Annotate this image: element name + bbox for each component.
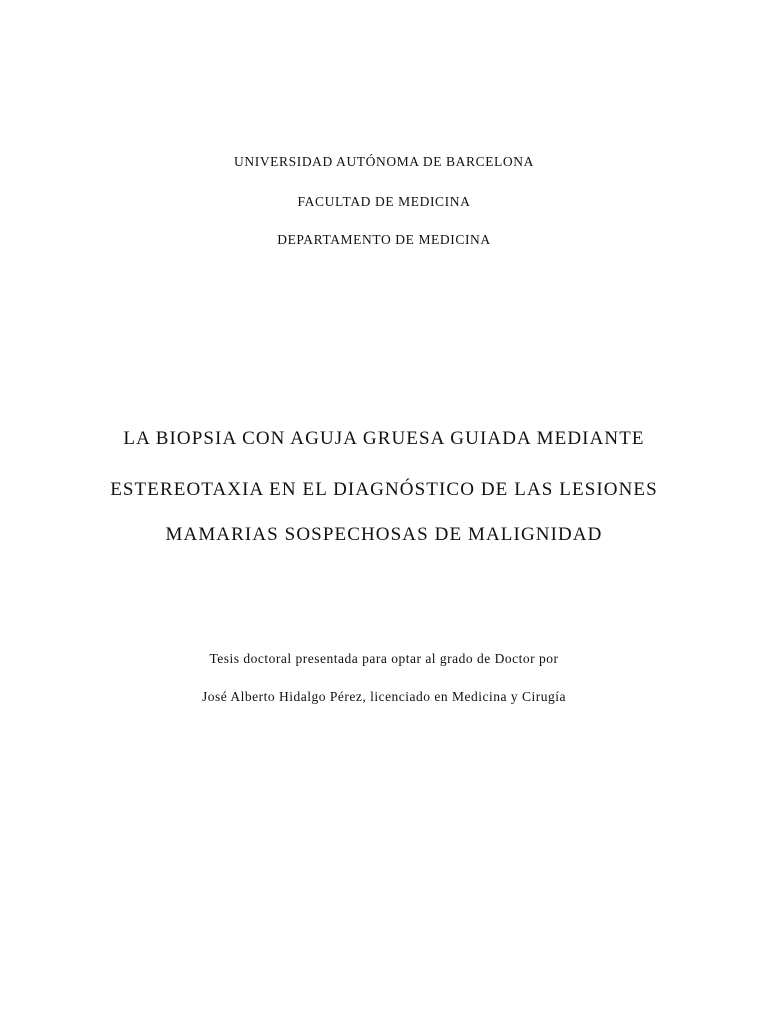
thesis-title-line-2: ESTEREOTAXIA EN EL DIAGNÓSTICO DE LAS LESIONES xyxy=(110,479,658,500)
thesis-title-line-3: MAMARIAS SOSPECHOSAS DE MALIGNIDAD xyxy=(165,524,603,545)
university-name: UNIVERSIDAD AUTÓNOMA DE BARCELONA xyxy=(234,154,534,169)
department-name: DEPARTAMENTO DE MEDICINA xyxy=(277,232,491,247)
thesis-title-line-1: LA BIOPSIA CON AGUJA GRUESA GUIADA MEDIANTE xyxy=(123,428,645,449)
thesis-description: Tesis doctoral presentada para optar al grado de Doctor por xyxy=(209,651,559,666)
thesis-author: José Alberto Hidalgo Pérez, licenciado en Medicina y Cirugía xyxy=(201,689,567,704)
faculty-name: FACULTAD DE MEDICINA xyxy=(297,194,471,209)
